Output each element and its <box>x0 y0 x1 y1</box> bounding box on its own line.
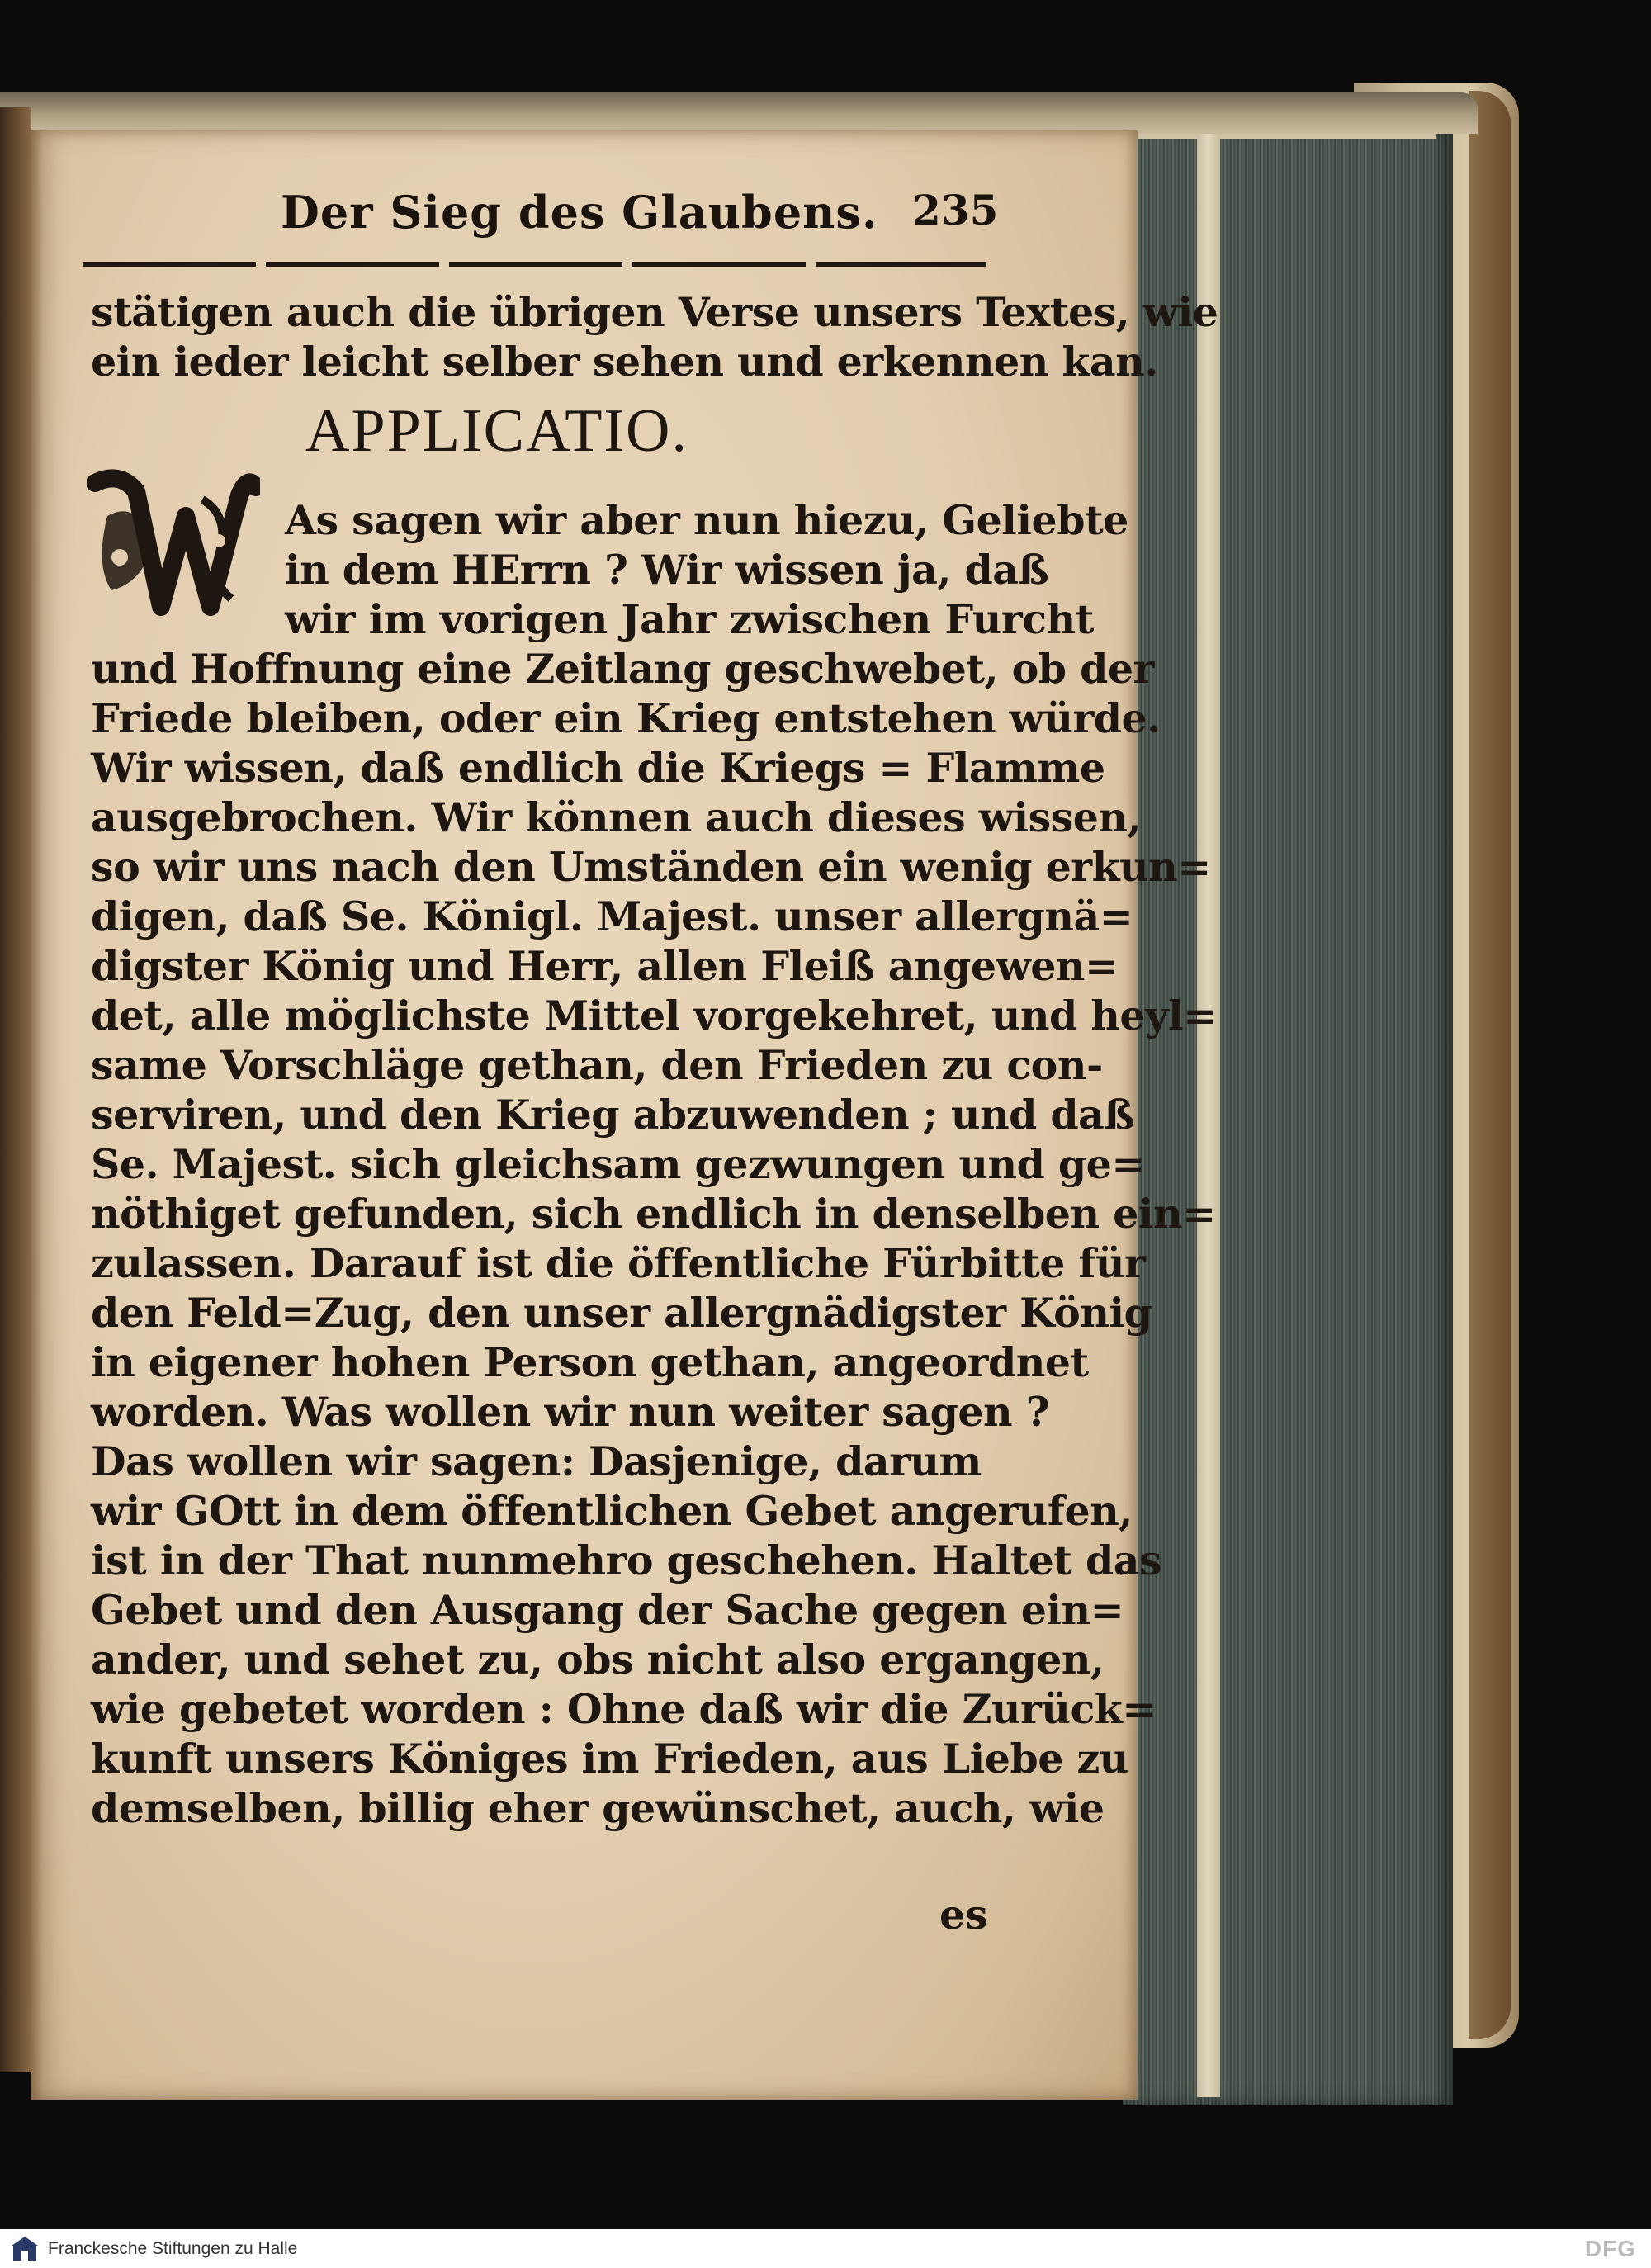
text-line: ein ieder leicht selber sehen und erkennen kan. <box>91 338 1158 386</box>
text-line: wir im vorigen Jahr zwischen Furcht <box>285 595 1094 643</box>
dfg-logo: DFG <box>1584 2236 1636 2261</box>
gutter-shadow <box>31 130 43 2100</box>
text-line: As sagen wir aber nun hiezu, Geliebte <box>285 496 1128 544</box>
page-block-edges <box>1123 124 1453 2105</box>
section-heading: APPLICATIO. <box>305 397 688 465</box>
text-line: Se. Majest. sich gleichsam gezwungen und ge= <box>91 1140 1145 1188</box>
text-line: same Vorschläge gethan, den Frieden zu con- <box>91 1041 1103 1089</box>
text-line: serviren, und den Krieg abzuwenden ; und daß <box>91 1091 1135 1139</box>
text-line: Wir wissen, daß endlich die Kriegs = Flamme <box>91 744 1105 792</box>
text-line: demselben, billig eher gewünschet, auch, wie <box>91 1784 1105 1832</box>
institution-name: Franckesche Stiftungen zu Halle <box>48 2239 298 2258</box>
text-line: det, alle möglichste Mittel vorgekehret, und heyl= <box>91 992 1217 1039</box>
text-line: Gebet und den Ausgang der Sache gegen ein= <box>91 1586 1124 1634</box>
top-board <box>0 92 1478 134</box>
text-line: kunft unsers Königes im Frieden, aus Liebe zu <box>91 1735 1128 1783</box>
text-line: wie gebetet worden : Ohne daß wir die Zurück= <box>91 1685 1156 1733</box>
header-rule <box>83 262 986 267</box>
text-line: den Feld=Zug, den unser allergnädigster König <box>91 1289 1152 1337</box>
text-line: Das wollen wir sagen: Dasjenige, darum <box>91 1437 982 1485</box>
catchword: es <box>939 1891 988 1939</box>
text-line: ausgebrochen. Wir können auch dieses wissen, <box>91 793 1142 841</box>
text-line: zulassen. Darauf ist die öffentliche Fürbitte für <box>91 1239 1146 1287</box>
text-line: stätigen auch die übrigen Verse unsers Textes, wie <box>91 288 1218 336</box>
running-title: Der Sieg des Glaubens. <box>281 186 878 239</box>
text-line: ist in der That nunmehro geschehen. Haltet das <box>91 1536 1162 1584</box>
foundation-logo-icon <box>10 2234 40 2264</box>
text-line: nöthiget gefunden, sich endlich in denselben ein= <box>91 1190 1216 1238</box>
page-strip <box>1197 132 1220 2097</box>
text-line: wir GOtt in dem öffentlichen Gebet angerufen, <box>91 1487 1133 1535</box>
text-line: in eigener hohen Person gethan, angeordnet <box>91 1338 1089 1386</box>
text-line: so wir uns nach den Umständen ein wenig erkun= <box>91 843 1211 891</box>
text-line: in dem HErrn ? Wir wissen ja, daß <box>285 546 1049 594</box>
text-line: digster König und Herr, allen Fleiß angewen= <box>91 942 1119 990</box>
decorated-initial <box>87 466 260 640</box>
back-cover-edge <box>1469 91 1511 2039</box>
page-number: 235 <box>912 186 999 234</box>
page-header <box>91 186 999 244</box>
text-line: Friede bleiben, oder ein Krieg entstehen würde. <box>91 694 1161 742</box>
initial-letter <box>136 483 275 628</box>
footer-bar <box>0 2229 1651 2268</box>
left-cover <box>0 107 31 2072</box>
text-line: digen, daß Se. Königl. Majest. unser allergnä= <box>91 893 1133 940</box>
text-line: und Hoffnung eine Zeitlang geschwebet, ob der <box>91 645 1154 693</box>
text-line: ander, und sehet zu, obs nicht also ergangen, <box>91 1636 1105 1683</box>
text-line: worden. Was wollen wir nun weiter sagen ? <box>91 1388 1049 1436</box>
